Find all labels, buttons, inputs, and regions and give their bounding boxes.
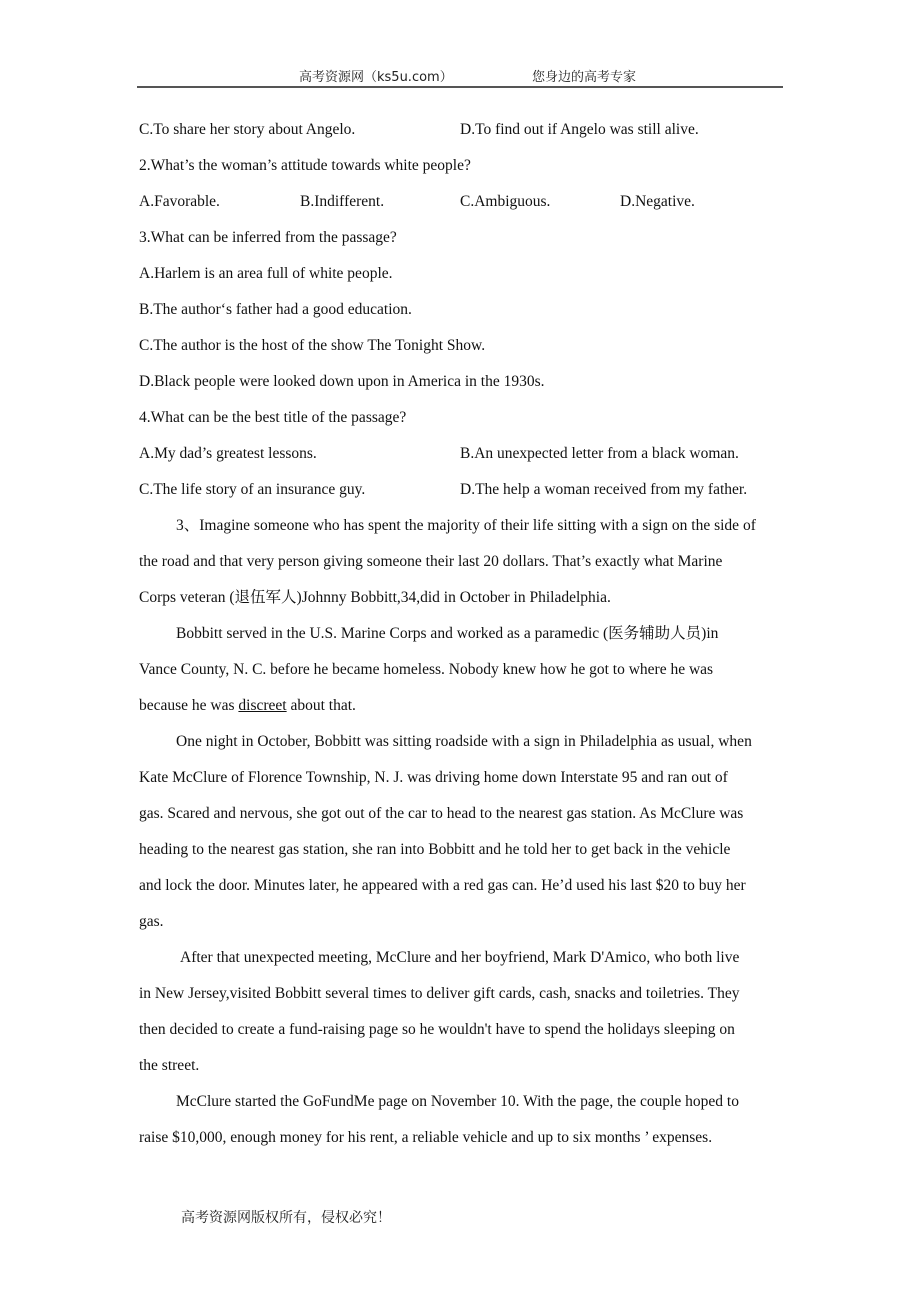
q4-options-cd: [139, 472, 789, 508]
passage-line: Kate McClure of Florence Township, N. J. was driving home down Interstate 95 and ran out of: [139, 769, 728, 786]
passage-line: Bobbitt served in the U.S. Marine Corps and worked as a paramedic (医务辅助人员)in: [176, 625, 719, 642]
option-c: C.The life story of an insurance guy.: [139, 481, 366, 498]
text: because he was: [139, 697, 239, 714]
option-a: A.My dad’s greatest lessons.: [139, 445, 317, 462]
text: about that.: [286, 697, 356, 714]
passage-line: [139, 688, 789, 724]
header-site: 高考资源网（ks5u.com）: [299, 70, 453, 85]
option-b: B.An unexpected letter from a black woman.: [460, 445, 739, 462]
option-c: C.The author is the host of the show The Tonight Show.: [139, 337, 486, 354]
passage-line: in New Jersey,visited Bobbitt several times to deliver gift cards, cash, snacks and toiletries. They: [139, 985, 740, 1002]
option-d: D.The help a woman received from my father.: [460, 481, 748, 498]
option-c: C.Ambiguous.: [460, 193, 551, 210]
option-b: B.The author‘s father had a good education.: [139, 301, 412, 318]
passage-line: heading to the nearest gas station, she ran into Bobbitt and he told her to get back in the vehicle: [139, 841, 731, 858]
option-a: A.Favorable.: [139, 193, 220, 210]
option-a: A.Harlem is an area full of white people.: [139, 265, 393, 282]
question-2: 2.What’s the woman’s attitude towards white people?: [139, 157, 471, 174]
passage-line: the road and that very person giving someone their last 20 dollars. That’s exactly what Marine: [139, 553, 723, 570]
option-d: D.To find out if Angelo was still alive.: [460, 121, 699, 138]
document-body: [139, 112, 789, 1156]
q1-options: [139, 112, 789, 148]
page-header: [137, 64, 783, 88]
question-4: 4.What can be the best title of the passage?: [139, 409, 407, 426]
underlined-word: discreet: [238, 697, 287, 714]
copyright-footer: 高考资源网版权所有，侵权必究！: [181, 1210, 391, 1226]
q2-options: [139, 184, 789, 220]
question-3: 3.What can be inferred from the passage?: [139, 229, 397, 246]
passage-line: Vance County, N. C. before he became homeless. Nobody knew how he got to where he was: [139, 661, 714, 678]
option-b: B.Indifferent.: [300, 193, 385, 210]
passage-line: After that unexpected meeting, McClure and her boyfriend, Mark D'Amico, who both live: [180, 949, 740, 966]
passage-line: One night in October, Bobbitt was sitting roadside with a sign in Philadelphia as usual, when: [176, 733, 752, 750]
passage-line: and lock the door. Minutes later, he appeared with a red gas can. He’d used his last $20 to buy her: [139, 877, 746, 894]
passage-line: gas. Scared and nervous, she got out of the car to head to the nearest gas station. As McClure was: [139, 805, 744, 822]
option-d: D.Black people were looked down upon in America in the 1930s.: [139, 373, 545, 390]
option-c: C.To share her story about Angelo.: [139, 121, 356, 138]
header-slogan: 您身边的高考专家: [532, 70, 637, 85]
passage-line: gas.: [139, 913, 164, 930]
passage-line: 3、Imagine someone who has spent the majority of their life sitting with a sign on the side of: [176, 517, 756, 534]
option-d: D.Negative.: [620, 193, 695, 210]
passage-line: the street.: [139, 1057, 200, 1074]
passage-line: raise $10,000, enough money for his rent, a reliable vehicle and up to six months ’ expenses.: [139, 1129, 713, 1146]
q4-options-ab: [139, 436, 789, 472]
passage-line: Corps veteran (退伍军人)Johnny Bobbitt,34,did in October in Philadelphia.: [139, 589, 611, 606]
passage-line: McClure started the GoFundMe page on November 10. With the page, the couple hoped to: [176, 1093, 739, 1110]
passage-line: then decided to create a fund-raising page so he wouldn't have to spend the holidays sleeping on: [139, 1021, 735, 1038]
